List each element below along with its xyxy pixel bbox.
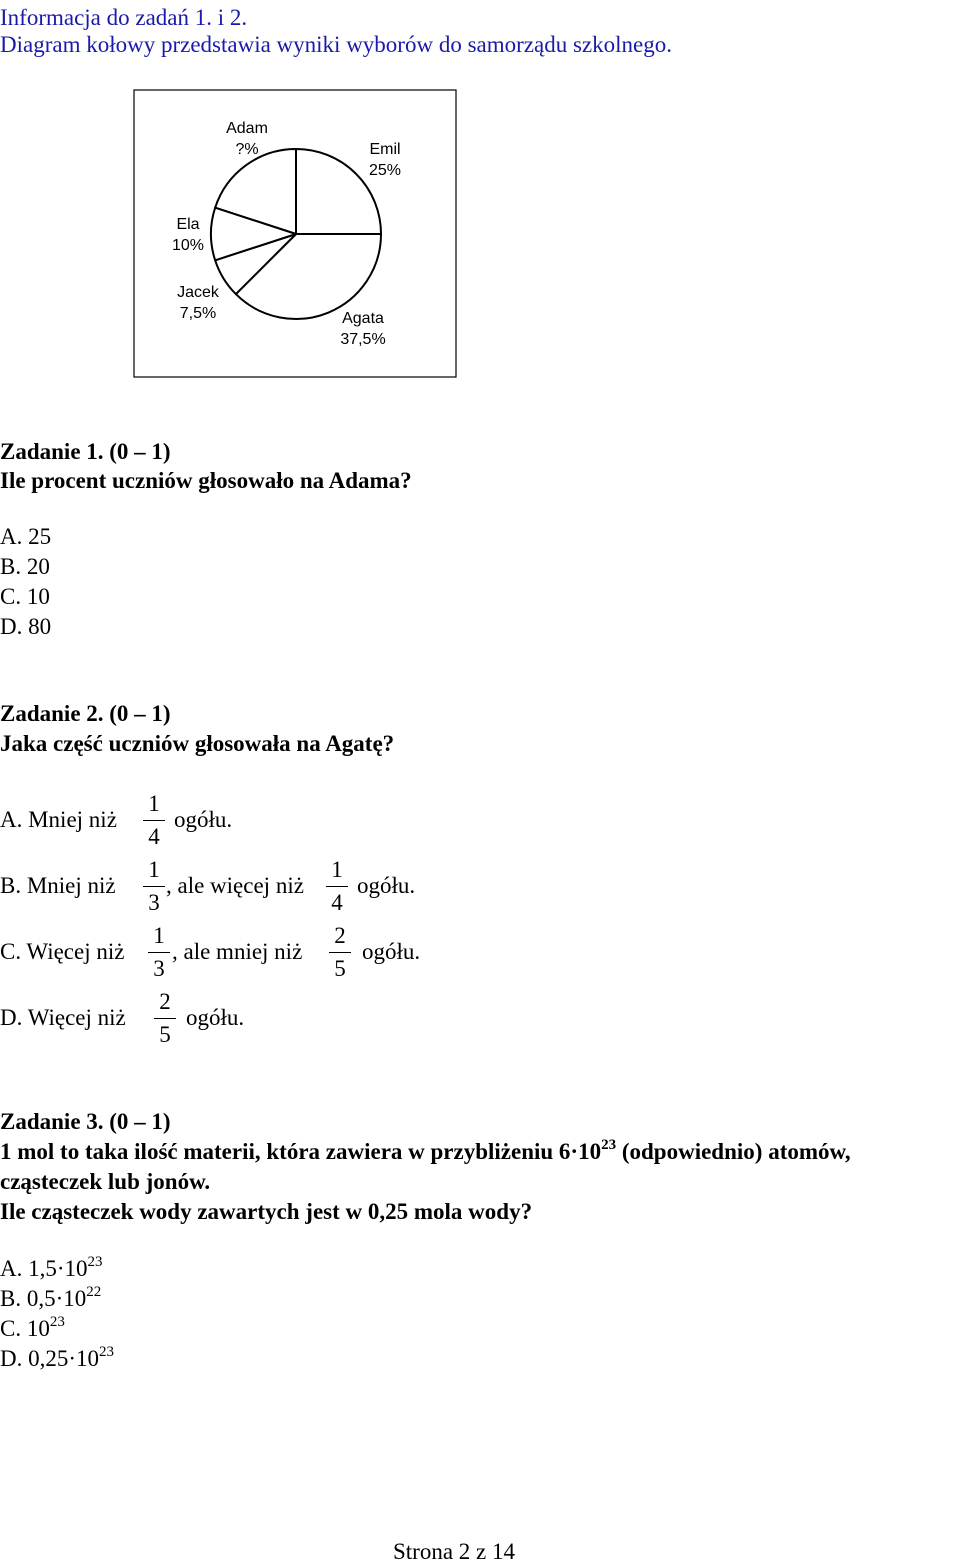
task1-option-b: B. 20 [0,554,50,579]
label-jacek-value: 7,5% [179,305,217,322]
task3-option-d-exponent: 23 [99,1344,115,1360]
task1-option-c: C. 10 [0,584,50,609]
fraction-denominator: 4 [331,890,343,915]
fraction-two-fifths [154,990,176,1046]
task2-option-a-suffix: ogółu. [174,807,233,832]
task2-option-c-middle: , ale mniej niż [172,939,303,964]
pie-chart-figure [0,0,960,400]
pie-chart [0,0,960,400]
fraction-bar [326,886,348,887]
label-jacek-name: Jacek [177,284,219,301]
label-ela [163,214,213,256]
fraction-bar [329,952,351,953]
fraction-numerator: 2 [159,989,171,1014]
task3-option-a-exponent: 23 [87,1254,103,1270]
task1-option-d: D. 80 [0,614,52,639]
fraction-one-third [148,924,170,980]
label-emil [360,139,410,181]
label-agata-name: Agata [342,310,384,327]
task3-line-1-text: 1 mol to taka ilość materii, która zawiera w przybliżeniu 6·10 [0,1139,602,1164]
task1-heading: Zadanie 1. (0 – 1) [0,439,171,464]
task3-option-c [0,1314,65,1341]
task3-option-d [0,1344,115,1371]
page-number: Strona 2 z 14 [393,1539,516,1564]
fraction-denominator: 4 [148,824,160,849]
label-emil-value: 25% [368,162,402,179]
task3-line-1-exponent: 23 [601,1137,617,1153]
label-adam [222,118,272,160]
fraction-bar [154,1018,176,1019]
task3-option-c-exponent: 23 [49,1314,65,1330]
task2-option-b-prefix: B. Mniej niż [0,873,116,898]
label-jacek [168,282,228,324]
label-agata-value: 37,5% [340,331,386,348]
task3-option-b-exponent: 22 [86,1284,102,1300]
task3-line-1-tail: (odpowiednio) atomów, [616,1139,851,1164]
fraction-bar [148,952,170,953]
task2-option-a-prefix: A. Mniej niż [0,807,117,832]
task3-line-2: cząsteczek lub jonów. [0,1169,211,1194]
label-emil-name: Emil [369,141,401,158]
info-line-1: Informacja do zadań 1. i 2. [0,5,248,30]
task2-option-d-prefix: D. Więcej niż [0,1005,126,1030]
fraction-bar [143,820,165,821]
task2-option-b-suffix: ogółu. [357,873,416,898]
task3-line-1 [0,1137,851,1164]
fraction-bar [143,886,165,887]
fraction-denominator: 3 [153,956,165,981]
fraction-denominator: 5 [159,1022,171,1047]
fraction-denominator: 3 [148,890,160,915]
label-agata [333,308,393,350]
task3-option-a [0,1254,103,1281]
task1-question: Ile procent uczniów głosowało na Adama? [0,468,412,493]
task3-option-c-base: C. 10 [0,1316,50,1341]
fraction-numerator: 1 [153,923,165,948]
task2-option-c-prefix: C. Więcej niż [0,939,125,964]
task3-question: Ile cząsteczek wody zawartych jest w 0,25 mola wody? [0,1199,533,1224]
label-adam-value: ?% [235,141,259,158]
task2-option-b-middle: , ale więcej niż [166,873,304,898]
task3-option-d-base: D. 0,25·10 [0,1346,100,1371]
fraction-numerator: 1 [148,791,160,816]
pie-slices [211,149,381,319]
label-ela-value: 10% [171,237,205,254]
info-line-2: Diagram kołowy przedstawia wyniki wyborów do samorządu szkolnego. [0,32,672,57]
task2-question: Jaka część uczniów głosowała na Agatę? [0,731,395,756]
task3-option-b-base: B. 0,5·10 [0,1286,87,1311]
task3-option-a-base: A. 1,5·10 [0,1256,88,1281]
task2-option-c-suffix: ogółu. [362,939,421,964]
fraction-one-quarter [326,858,348,914]
fraction-numerator: 2 [334,923,346,948]
label-adam-name: Adam [226,120,268,137]
fraction-numerator: 1 [148,857,160,882]
fraction-two-fifths [329,924,351,980]
fraction-denominator: 5 [334,956,346,981]
fraction-one-third [143,858,165,914]
task1-option-a: A. 25 [0,524,52,549]
task3-option-b [0,1284,102,1311]
fraction-numerator: 1 [331,857,343,882]
fraction-one-quarter [143,792,165,848]
task3-heading: Zadanie 3. (0 – 1) [0,1109,171,1134]
label-ela-name: Ela [176,216,200,233]
task2-option-d-suffix: ogółu. [186,1005,245,1030]
task2-heading: Zadanie 2. (0 – 1) [0,701,171,726]
